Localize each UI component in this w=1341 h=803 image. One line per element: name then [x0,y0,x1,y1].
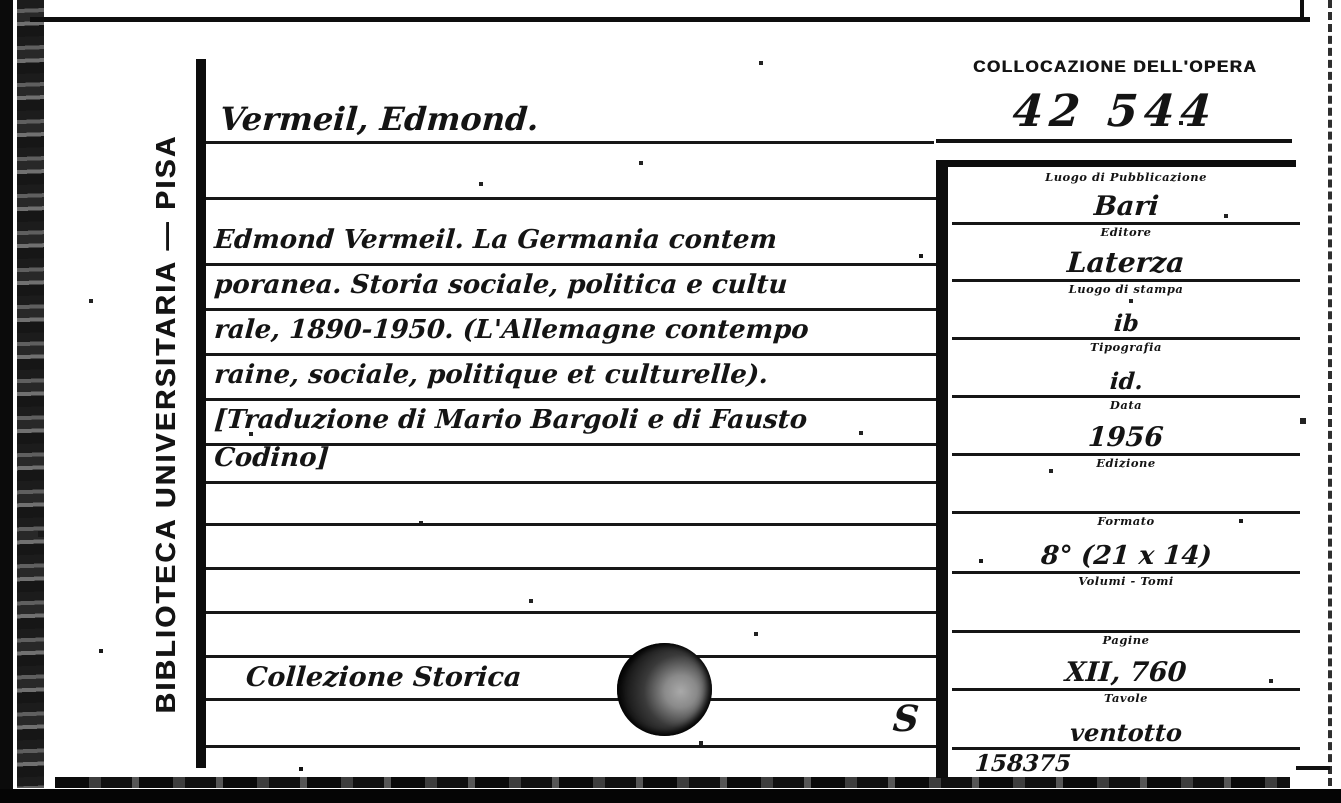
scan-noise [0,0,2,2]
body-line: raine, sociale, politique et culturelle). [213,360,770,390]
field-row-luogo-pubblicazione [952,167,1300,225]
ruled-line [206,308,936,311]
ruled-line [206,745,936,748]
field-label: Tavole [1104,691,1148,705]
collocation-label: COLLOCAZIONE DELL'OPERA [972,57,1258,76]
field-row-edizione [952,453,1300,514]
field-value: 8° (21 x 14) [1039,541,1213,571]
field-value: ib [1112,310,1140,337]
library-name: BIBLIOTECA UNIVERSITARIA — PISA [150,134,181,714]
field-label: Edizione [1096,456,1156,470]
collocation-underline [936,139,1292,143]
ruled-line [206,398,936,401]
field-value: id. [1108,368,1144,395]
field-row-formato [952,511,1300,574]
accession-number: 158375 [974,750,1072,777]
field-value: XII, 760 [1064,657,1188,688]
body-line: rale, 1890-1950. (L'Allemagne contempo [213,315,810,345]
field-label: Data [1109,398,1143,412]
shelf-letter: S [891,698,921,740]
ruled-line [206,611,936,614]
panel-vertical-rule [936,160,948,778]
field-label: Luogo di Pubblicazione [1045,170,1207,184]
field-row-pagine [952,630,1300,691]
ruled-line [206,523,936,526]
field-label: Formato [1097,514,1155,528]
ruled-line [206,567,936,570]
field-row-luogo-stampa [952,279,1300,340]
ruled-line [206,353,936,356]
field-label: Luogo di stampa [1068,282,1184,296]
field-label: Volumi - Tomi [1078,574,1174,588]
scan-corner-mark [1296,766,1330,770]
field-row-tipografia [952,337,1300,398]
scan-top-corner-tick [1300,0,1304,21]
field-value: Bari [1092,191,1160,222]
collocation-value: 42 544 [1011,86,1219,137]
body-line: Edmond Vermeil. La Germania contem [213,225,779,255]
scan-left-edge [0,0,13,792]
ruled-line [206,141,934,144]
field-label: Editore [1100,225,1152,239]
body-line: [Traduzione di Mario Bargoli e di Fausto [213,405,809,435]
ruled-line [206,481,936,484]
field-label: Pagine [1102,633,1150,647]
field-label: Tipografia [1090,340,1162,354]
field-row-data [952,395,1300,456]
field-row-volumi-tomi [952,571,1300,633]
scan-bottom-bar [0,789,1341,803]
body-line: Codino] [213,443,330,473]
field-row-tavole [952,688,1300,750]
collection-note: Collezione Storica [244,662,523,693]
ruled-line [206,263,936,266]
main-vertical-rule [196,59,206,768]
field-value: ventotto [1069,718,1184,747]
field-row-editore [952,222,1300,282]
field-value: 1956 [1087,422,1165,453]
panel-top-rule [936,160,1296,167]
ruled-line [206,655,936,658]
library-stamp [617,643,712,736]
body-line: poranea. Storia sociale, politica e cultu [213,270,789,300]
scan-left-mottle [17,0,44,788]
author-heading: Vermeil, Edmond. [218,100,541,138]
field-value: Laterza [1066,246,1186,279]
ruled-line [206,197,936,200]
scan-right-edge [1328,0,1332,798]
scan-bottom-rough-band [55,777,1290,788]
ruled-line [206,698,936,701]
scan-top-rule [30,17,1310,22]
